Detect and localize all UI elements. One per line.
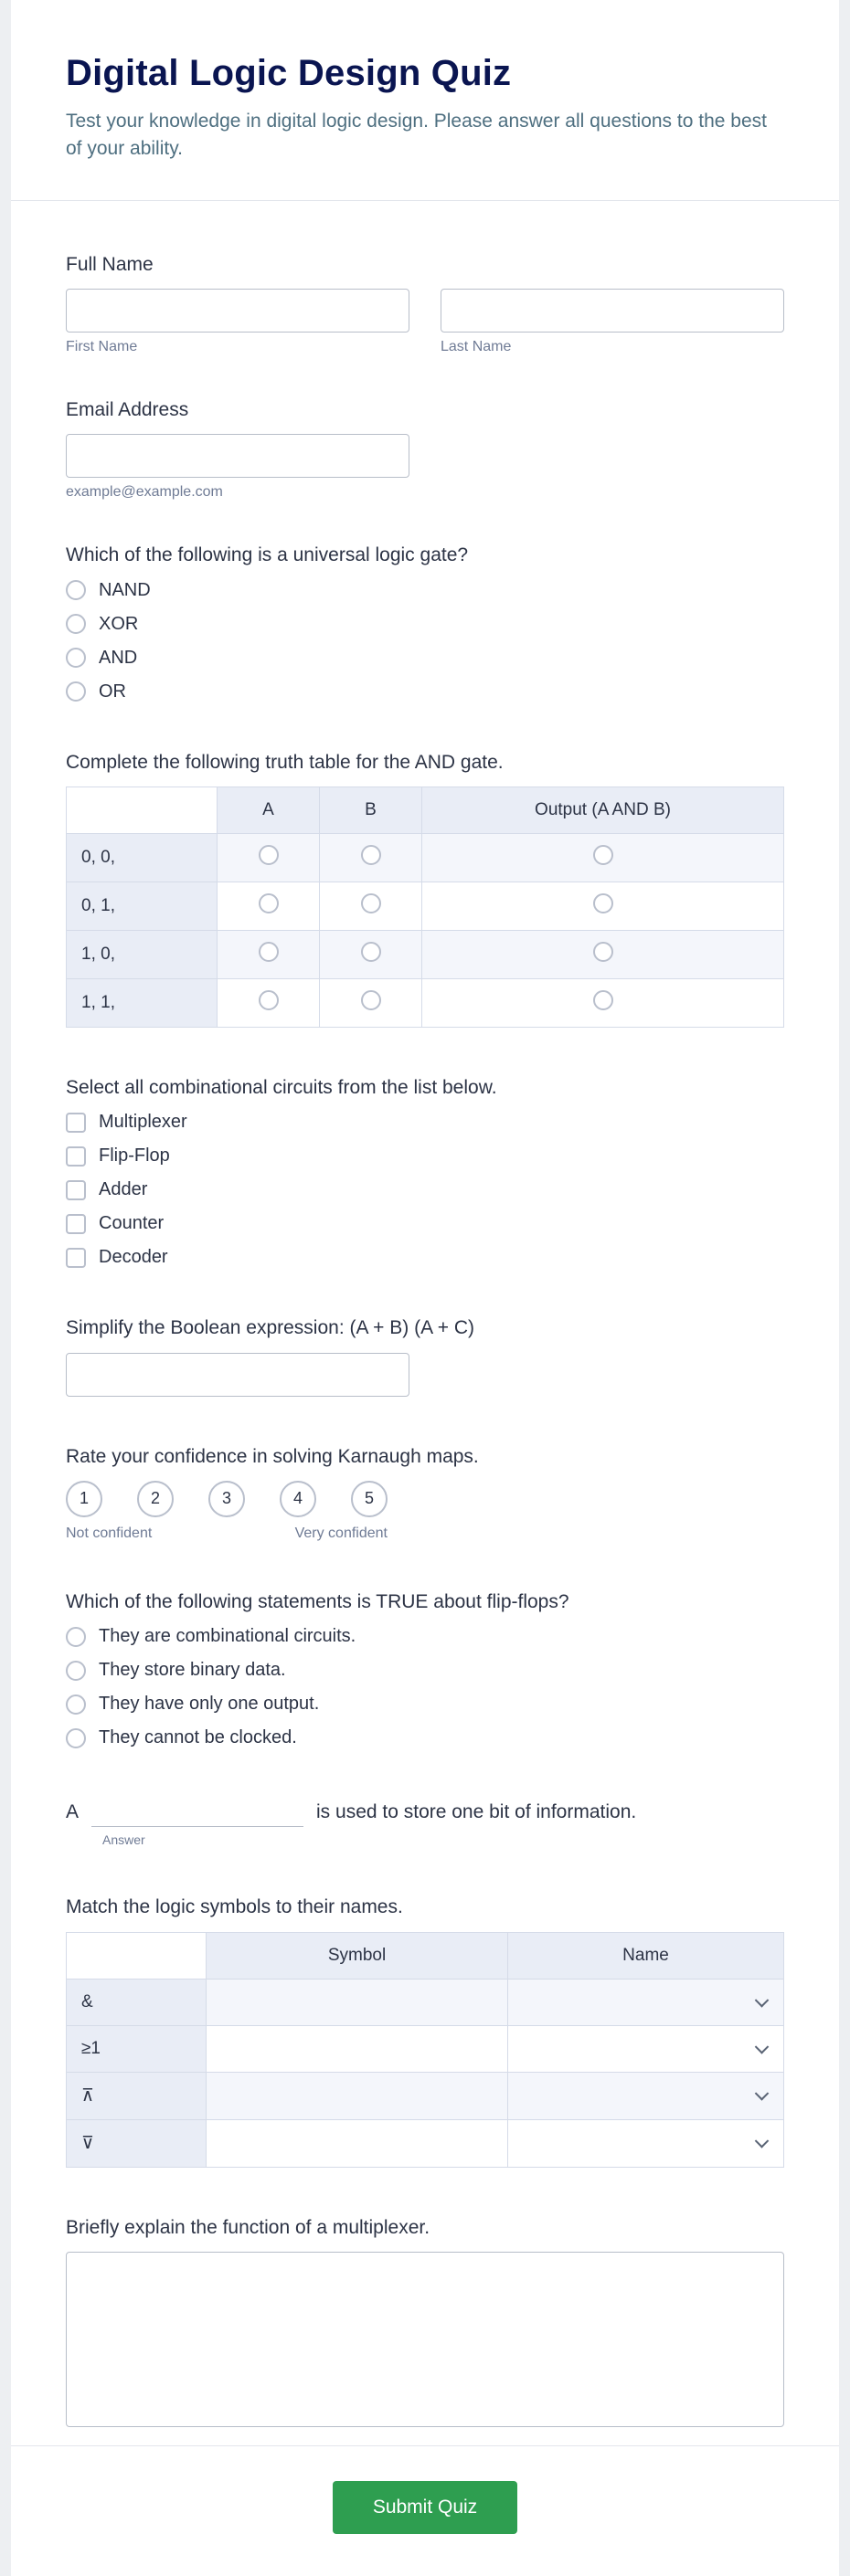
- checkbox-option-flipflop[interactable]: [66, 1145, 784, 1167]
- truth-table-col-output: Output (A AND B): [422, 787, 784, 834]
- radio-icon[interactable]: [593, 942, 613, 962]
- match-row-label: ⊼: [67, 2072, 207, 2119]
- checkbox-option-label: Adder: [99, 1179, 148, 1200]
- match-symbol-cell: [207, 2072, 508, 2119]
- table-row: [67, 2025, 784, 2072]
- quiz-form-card: [11, 0, 839, 2576]
- truth-table-row-label: 1, 0,: [67, 931, 218, 979]
- match-question: [66, 1895, 784, 2167]
- match-name-dropdown[interactable]: [508, 2072, 784, 2119]
- combinational-question: [66, 1075, 784, 1268]
- email-label: Email Address: [66, 399, 189, 421]
- match-symbol-cell: [207, 2025, 508, 2072]
- radio-option-xor[interactable]: [66, 614, 784, 635]
- radio-option-label: They cannot be clocked.: [99, 1727, 297, 1748]
- radio-icon[interactable]: [593, 990, 613, 1010]
- fill-blank-input[interactable]: [91, 1796, 303, 1827]
- checkbox-option-adder[interactable]: [66, 1179, 784, 1200]
- matrix-radio-cell[interactable]: [218, 979, 320, 1028]
- chevron-down-icon: [755, 2134, 770, 2148]
- scale-option-3[interactable]: 3: [208, 1481, 245, 1517]
- radio-option-label: OR: [99, 681, 126, 702]
- chevron-down-icon: [755, 1993, 770, 2008]
- match-name-dropdown[interactable]: [508, 2119, 784, 2167]
- checkbox-option-counter[interactable]: [66, 1213, 784, 1234]
- form-header: [11, 0, 839, 201]
- checkbox-icon[interactable]: [66, 1180, 86, 1200]
- radio-icon[interactable]: [361, 893, 381, 913]
- scale-option-5[interactable]: 5: [351, 1481, 388, 1517]
- matrix-radio-cell[interactable]: [218, 882, 320, 931]
- checkbox-option-multiplexer[interactable]: [66, 1112, 784, 1133]
- match-label: Match the logic symbols to their names.: [66, 1896, 403, 1918]
- table-row: [67, 2072, 784, 2119]
- radio-option-label: They store binary data.: [99, 1660, 286, 1681]
- form-body: [11, 201, 839, 2432]
- table-row: [67, 1979, 784, 2025]
- truth-table-header-row: [67, 787, 784, 834]
- fill-blank-row: [66, 1796, 784, 1847]
- radio-option-not-clocked[interactable]: [66, 1727, 784, 1748]
- confidence-label: Rate your confidence in solving Karnaugh maps.: [66, 1445, 479, 1467]
- match-symbol-cell: [207, 1979, 508, 2025]
- match-name-dropdown[interactable]: [508, 1979, 784, 2025]
- matrix-radio-cell[interactable]: [218, 834, 320, 882]
- radio-option-label: AND: [99, 647, 138, 668]
- radio-icon[interactable]: [259, 845, 279, 865]
- match-row-label: ≥1: [67, 2025, 207, 2072]
- truth-table-corner-cell: [67, 787, 218, 834]
- scale-max-label: Very confident: [294, 1525, 388, 1541]
- fill-blank-wrap: [91, 1796, 303, 1847]
- checkbox-option-label: Decoder: [99, 1247, 168, 1268]
- match-row-label: &: [67, 1979, 207, 2025]
- match-table: [66, 1932, 784, 2168]
- radio-icon[interactable]: [593, 845, 613, 865]
- radio-icon[interactable]: [66, 614, 86, 634]
- radio-icon[interactable]: [259, 942, 279, 962]
- table-row: [67, 2119, 784, 2167]
- universal-gate-label: Which of the following is a universal logic gate?: [66, 544, 469, 566]
- radio-option-nand[interactable]: [66, 580, 784, 601]
- simplify-input[interactable]: [66, 1353, 409, 1397]
- first-name-sublabel: First Name: [66, 339, 138, 355]
- fill-blank-sublabel: Answer: [102, 1832, 145, 1848]
- checkbox-option-label: Counter: [99, 1213, 165, 1234]
- matrix-radio-cell[interactable]: [422, 979, 784, 1028]
- table-row: [67, 979, 784, 1028]
- match-name-dropdown[interactable]: [508, 2025, 784, 2072]
- scale-labels: [66, 1526, 388, 1542]
- radio-icon[interactable]: [361, 845, 381, 865]
- confidence-question: [66, 1444, 784, 1542]
- first-name-input[interactable]: [66, 289, 409, 333]
- truth-table-row-label: 0, 1,: [67, 882, 218, 931]
- scale-rating: [66, 1481, 388, 1517]
- email-field: [66, 397, 784, 501]
- fullname-label: Full Name: [66, 253, 154, 275]
- match-table-corner-cell: [67, 1932, 207, 1979]
- page-subtitle: Test your knowledge in digital logic design. Please answer all questions to the best of your ability.: [66, 111, 767, 160]
- radio-icon[interactable]: [361, 990, 381, 1010]
- matrix-radio-cell[interactable]: [422, 882, 784, 931]
- checkbox-icon[interactable]: [66, 1146, 86, 1167]
- last-name-sublabel: Last Name: [441, 339, 512, 355]
- radio-option-combinational[interactable]: [66, 1626, 784, 1647]
- radio-icon[interactable]: [259, 893, 279, 913]
- combinational-label: Select all combinational circuits from the list below.: [66, 1077, 497, 1099]
- truth-table-question: [66, 750, 784, 1028]
- simplify-label: Simplify the Boolean expression: (A + B) (A + C): [66, 1317, 475, 1339]
- last-name-input[interactable]: [441, 289, 784, 333]
- chevron-down-icon: [755, 2086, 770, 2101]
- scale-min-label: Not confident: [66, 1525, 153, 1541]
- multiplexer-label: Briefly explain the function of a multiplexer.: [66, 2216, 430, 2238]
- radio-icon[interactable]: [66, 681, 86, 702]
- multiplexer-textarea[interactable]: [66, 2252, 784, 2427]
- radio-icon[interactable]: [66, 1661, 86, 1681]
- radio-icon[interactable]: [593, 893, 613, 913]
- email-sublabel: example@example.com: [66, 484, 223, 501]
- table-row: [67, 931, 784, 979]
- truth-table-row-label: 1, 1,: [67, 979, 218, 1028]
- checkbox-option-label: Multiplexer: [99, 1112, 187, 1133]
- match-table-header-row: [67, 1932, 784, 1979]
- simplify-question: [66, 1315, 784, 1396]
- matrix-radio-cell[interactable]: [218, 931, 320, 979]
- email-input[interactable]: [66, 434, 409, 478]
- form-footer: [11, 2445, 839, 2576]
- checkbox-option-decoder[interactable]: [66, 1247, 784, 1268]
- radio-option-one-output[interactable]: [66, 1694, 784, 1715]
- flipflop-question: [66, 1589, 784, 1748]
- matrix-radio-cell[interactable]: [422, 931, 784, 979]
- checkbox-option-label: Flip-Flop: [99, 1145, 170, 1167]
- match-row-label: ⊽: [67, 2119, 207, 2167]
- radio-option-label: They have only one output.: [99, 1694, 320, 1715]
- universal-gate-question: [66, 543, 784, 702]
- truth-table-row-label: 0, 0,: [67, 834, 218, 882]
- fullname-inputs-row: [66, 289, 784, 355]
- submit-button[interactable]: Submit Quiz: [333, 2481, 517, 2534]
- radio-icon[interactable]: [361, 942, 381, 962]
- scale-option-4[interactable]: 4: [280, 1481, 316, 1517]
- radio-icon[interactable]: [66, 580, 86, 600]
- radio-icon[interactable]: [66, 648, 86, 668]
- fill-blank-suffix: is used to store one bit of information.: [316, 1801, 637, 1823]
- radio-option-label: NAND: [99, 579, 151, 600]
- truth-table-label: Complete the following truth table for the AND gate.: [66, 751, 504, 773]
- truth-table: [66, 787, 784, 1028]
- match-table-col-name: Name: [508, 1932, 784, 1979]
- radio-option-label: They are combinational circuits.: [99, 1626, 356, 1647]
- matrix-radio-cell[interactable]: [320, 834, 422, 882]
- radio-option-or[interactable]: [66, 681, 784, 702]
- first-name-col: [66, 289, 409, 355]
- truth-table-col-b: B: [320, 787, 422, 834]
- flipflop-label: Which of the following statements is TRUE about flip-flops?: [66, 1590, 569, 1612]
- match-table-col-symbol: Symbol: [207, 1932, 508, 1979]
- multiplexer-question: [66, 2215, 784, 2432]
- radio-icon[interactable]: [66, 1627, 86, 1647]
- matrix-radio-cell[interactable]: [320, 931, 422, 979]
- radio-icon[interactable]: [66, 1728, 86, 1748]
- fill-blank-question: [66, 1796, 784, 1847]
- radio-option-and[interactable]: [66, 648, 784, 669]
- chevron-down-icon: [755, 2040, 770, 2054]
- table-row: [67, 834, 784, 882]
- radio-option-store-binary[interactable]: [66, 1660, 784, 1681]
- last-name-col: [441, 289, 784, 355]
- radio-option-label: XOR: [99, 613, 139, 634]
- matrix-radio-cell[interactable]: [422, 834, 784, 882]
- matrix-radio-cell[interactable]: [320, 979, 422, 1028]
- radio-icon[interactable]: [66, 1694, 86, 1715]
- checkbox-icon[interactable]: [66, 1248, 86, 1268]
- match-symbol-cell: [207, 2119, 508, 2167]
- matrix-radio-cell[interactable]: [320, 882, 422, 931]
- truth-table-col-a: A: [218, 787, 320, 834]
- checkbox-icon[interactable]: [66, 1214, 86, 1234]
- page-title: Digital Logic Design Quiz: [66, 53, 512, 93]
- fullname-field: [66, 252, 784, 355]
- scale-option-2[interactable]: 2: [137, 1481, 174, 1517]
- radio-icon[interactable]: [259, 990, 279, 1010]
- table-row: [67, 882, 784, 931]
- scale-option-1[interactable]: 1: [66, 1481, 102, 1517]
- checkbox-icon[interactable]: [66, 1113, 86, 1133]
- fill-blank-prefix: A: [66, 1801, 80, 1823]
